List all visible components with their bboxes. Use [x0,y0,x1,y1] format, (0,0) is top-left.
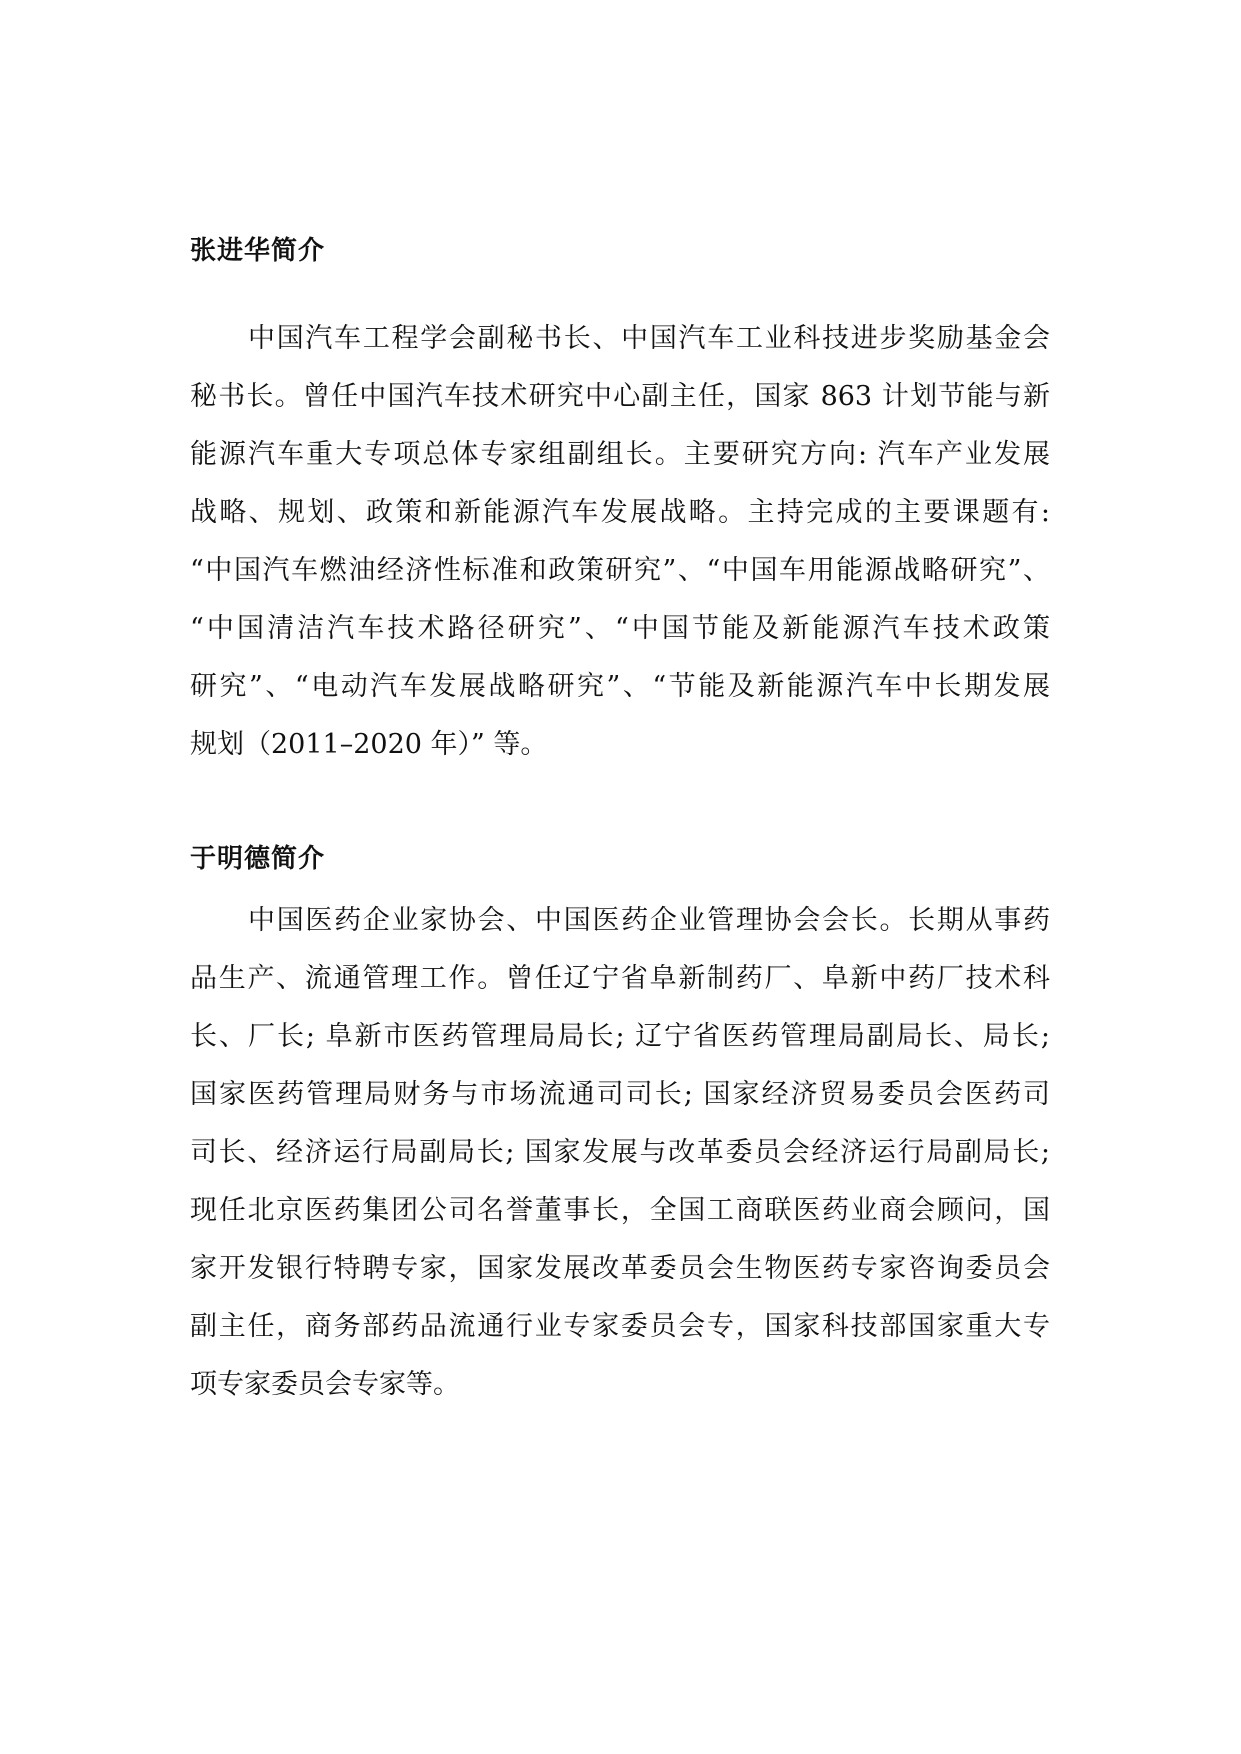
paragraph-line: 规划（2011–2020 年）” 等。 [190,729,548,760]
section-title-zhang-jinhua: 张进华简介 [190,236,326,266]
paragraph-line: 秘书长。曾任中国汽车技术研究中心副主任，国家 863 计划节能与新 [190,381,1050,412]
paragraph-line: 品生产、流通管理工作。曾任辽宁省阜新制药厂、阜新中药厂技术科 [190,963,1050,994]
paragraph-line: 研究”、“电动汽车发展战略研究”、“节能及新能源汽车中长期发展 [190,671,1050,702]
paragraph-line: 国家医药管理局财务与市场流通司司长; 国家经济贸易委员会医药司 [190,1079,1050,1110]
paragraph-line: “中国汽车燃油经济性标准和政策研究”、“中国车用能源战略研究”、 [190,555,1050,586]
paragraph-line: 副主任，商务部药品流通行业专家委员会专，国家科技部国家重大专 [190,1311,1050,1342]
paragraph-line: 项专家委员会专家等。 [190,1369,460,1400]
paragraph-line: “中国清洁汽车技术路径研究”、“中国节能及新能源汽车技术政策 [190,613,1050,644]
section-title-yu-mingde: 于明德简介 [190,844,326,874]
paragraph-line: 中国汽车工程学会副秘书长、中国汽车工业科技进步奖励基金会 [248,323,1050,354]
paragraph-line: 能源汽车重大专项总体专家组副组长。主要研究方向: 汽车产业发展 [190,439,1050,470]
paragraph-line: 长、厂长; 阜新市医药管理局局长; 辽宁省医药管理局副局长、局长; [190,1021,1050,1052]
paragraph-line: 司长、经济运行局副局长; 国家发展与改革委员会经济运行局副局长; [190,1137,1050,1168]
paragraph-line: 家开发银行特聘专家，国家发展改革委员会生物医药专家咨询委员会 [190,1253,1050,1284]
paragraph-line: 战略、规划、政策和新能源汽车发展战略。主持完成的主要课题有: [190,497,1050,528]
paragraph-line: 中国医药企业家协会、中国医药企业管理协会会长。长期从事药 [248,905,1050,936]
paragraph-line: 现任北京医药集团公司名誉董事长，全国工商联医药业商会顾问，国 [190,1195,1050,1226]
